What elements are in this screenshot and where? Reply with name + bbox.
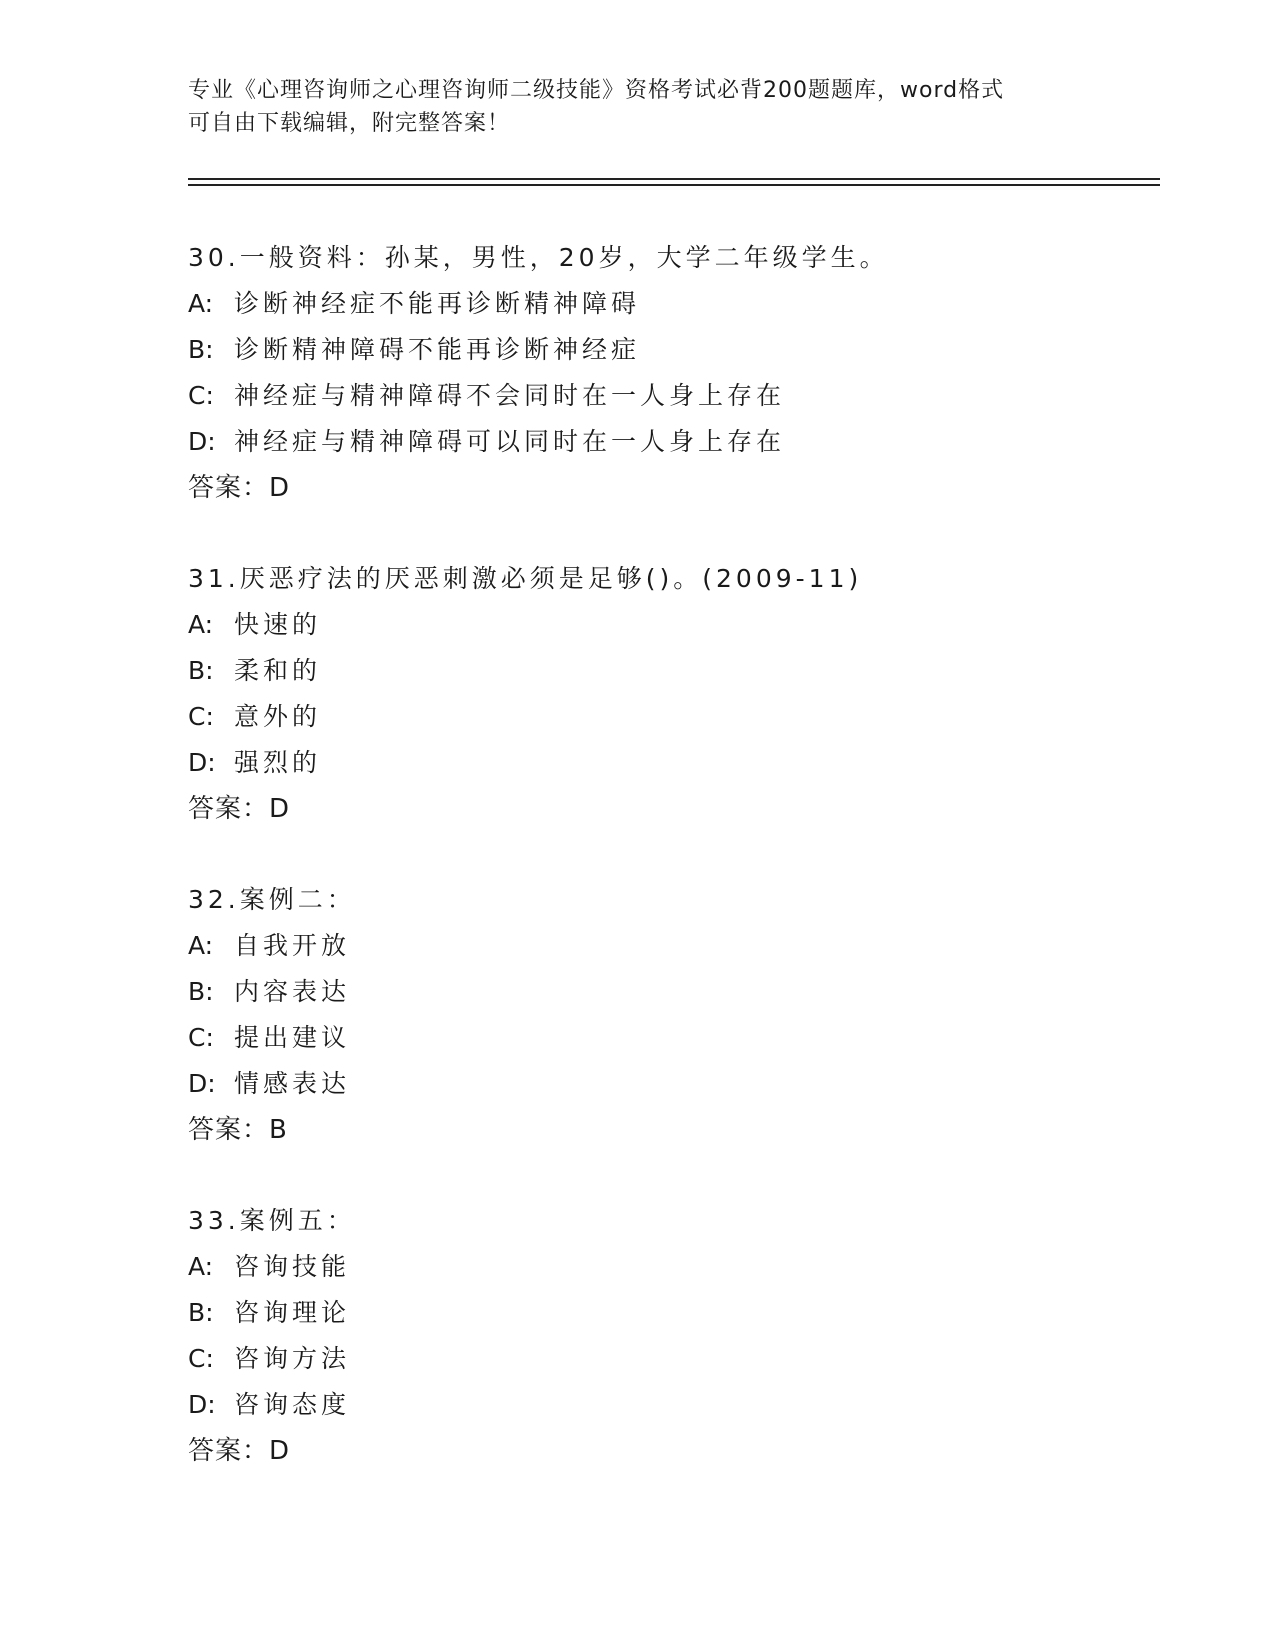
option-text: 意外的 <box>234 702 322 731</box>
header-line-2: 可自由下载编辑，附完整答案！ <box>188 111 511 136</box>
question-stem: 32.案例二： <box>188 885 356 914</box>
option-label: B: <box>188 977 214 1006</box>
question-stem: 31.厌恶疗法的厌恶刺激必须是足够()。(2009-11) <box>188 564 863 593</box>
option-label: D: <box>188 427 216 456</box>
option-text: 内容表达 <box>234 977 351 1006</box>
option-text: 神经症与精神障碍可以同时在一人身上存在 <box>234 427 786 456</box>
answer-line: 答案：D <box>188 473 291 503</box>
header-divider-top <box>188 178 1160 180</box>
option-d <box>188 1382 1148 1428</box>
option-text: 情感表达 <box>234 1069 351 1098</box>
option-text: 咨询理论 <box>234 1298 351 1327</box>
question-stem: 33.案例五： <box>188 1206 356 1235</box>
option-text: 快速的 <box>234 610 322 639</box>
question-list <box>188 235 1148 1519</box>
question-30 <box>188 235 1148 556</box>
option-b <box>188 969 1148 1015</box>
option-text: 诊断神经症不能再诊断精神障碍 <box>234 289 641 318</box>
header-divider-bottom <box>188 184 1160 186</box>
option-label: D: <box>188 1069 216 1098</box>
option-label: B: <box>188 335 214 364</box>
option-text: 提出建议 <box>234 1023 351 1052</box>
option-label: B: <box>188 656 214 685</box>
question-31 <box>188 556 1148 877</box>
option-a <box>188 923 1148 969</box>
option-text: 强烈的 <box>234 748 322 777</box>
option-text: 柔和的 <box>234 656 322 685</box>
answer-line: 答案：B <box>188 1115 288 1145</box>
option-text: 自我开放 <box>234 931 351 960</box>
document-header <box>188 74 1088 140</box>
option-text: 咨询技能 <box>234 1252 351 1281</box>
question-stem: 30.一般资料：孙某，男性，20岁，大学二年级学生。 <box>188 243 889 272</box>
option-text: 咨询方法 <box>234 1344 351 1373</box>
option-a <box>188 602 1148 648</box>
option-label: A: <box>188 610 214 639</box>
option-label: C: <box>188 381 214 410</box>
option-d <box>188 419 1148 465</box>
option-b <box>188 1290 1148 1336</box>
option-label: C: <box>188 1023 214 1052</box>
answer-line: 答案：D <box>188 794 291 824</box>
option-b <box>188 327 1148 373</box>
option-c <box>188 694 1148 740</box>
option-b <box>188 648 1148 694</box>
question-33 <box>188 1198 1148 1519</box>
option-label: D: <box>188 1390 216 1419</box>
option-label: B: <box>188 1298 214 1327</box>
option-label: D: <box>188 748 216 777</box>
option-a <box>188 1244 1148 1290</box>
option-label: C: <box>188 1344 214 1373</box>
option-text: 神经症与精神障碍不会同时在一人身上存在 <box>234 381 786 410</box>
option-label: A: <box>188 931 214 960</box>
option-text: 咨询态度 <box>234 1390 351 1419</box>
header-line-1: 专业《心理咨询师之心理咨询师二级技能》资格考试必背200题题库，word格式 <box>188 78 1005 103</box>
option-label: C: <box>188 702 214 731</box>
option-c <box>188 1015 1148 1061</box>
option-d <box>188 1061 1148 1107</box>
option-c <box>188 1336 1148 1382</box>
option-a <box>188 281 1148 327</box>
option-text: 诊断精神障碍不能再诊断神经症 <box>234 335 641 364</box>
question-32 <box>188 877 1148 1198</box>
option-label: A: <box>188 1252 214 1281</box>
option-c <box>188 373 1148 419</box>
option-d <box>188 740 1148 786</box>
option-label: A: <box>188 289 214 318</box>
answer-line: 答案：D <box>188 1436 291 1466</box>
